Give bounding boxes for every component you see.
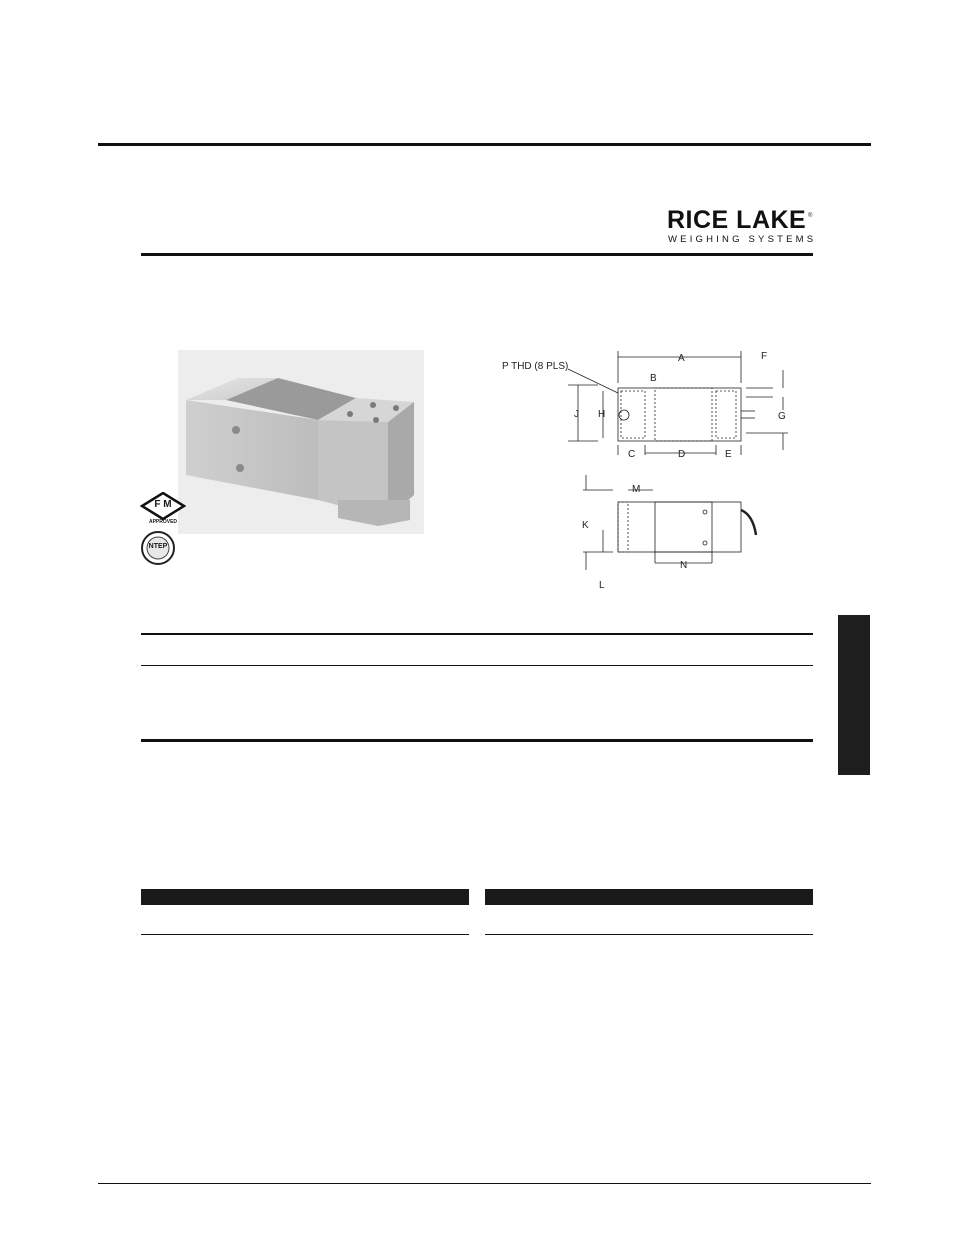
fm-letters: F M [154, 499, 172, 510]
top-view-outline [618, 388, 741, 441]
section-rule-1 [141, 633, 813, 635]
header-rule [141, 253, 813, 256]
rice-lake-logo [667, 207, 817, 249]
dim-label-g: G [778, 411, 786, 422]
footer-rule [98, 1183, 871, 1184]
dim-label-b: B [650, 373, 657, 384]
load-cell-image [178, 350, 424, 534]
side-view-outline [618, 502, 741, 552]
dim-label-c: C [628, 449, 636, 460]
dim-label-e: E [725, 449, 732, 460]
dim-label-m: M [632, 484, 641, 495]
top-rule [98, 143, 871, 146]
spec-table-left-header [141, 889, 469, 905]
load-cell-photo [178, 350, 424, 534]
dim-label-k: K [582, 520, 589, 531]
thread-callout: P THD (8 PLS) [502, 361, 569, 372]
fm-caption: APPROVED [148, 519, 178, 525]
dim-label-f: F [761, 351, 768, 362]
spec-table-right-rule [485, 934, 813, 935]
spec-table-left-rule [141, 934, 469, 935]
dim-label-l: L [599, 580, 605, 591]
logo-registered-mark: ® [808, 213, 813, 219]
section-rule-2 [141, 665, 813, 666]
spec-table-right-header [485, 889, 813, 905]
fm-approved-badge [140, 492, 186, 526]
dim-label-h: H [598, 409, 606, 420]
dim-label-n: N [680, 560, 688, 571]
logo-tagline: WEIGHING SYSTEMS [668, 234, 817, 245]
section-rule-3 [141, 739, 813, 742]
dim-label-d: D [678, 449, 686, 460]
ntep-seal [140, 530, 184, 566]
ntep-letters: NTEP [148, 543, 168, 550]
dim-label-j: J [574, 409, 579, 420]
logo-brand: RICE LAKE [667, 206, 807, 234]
dim-label-a: A [678, 353, 685, 364]
section-side-tab [838, 615, 870, 775]
dimension-drawing [498, 345, 798, 595]
